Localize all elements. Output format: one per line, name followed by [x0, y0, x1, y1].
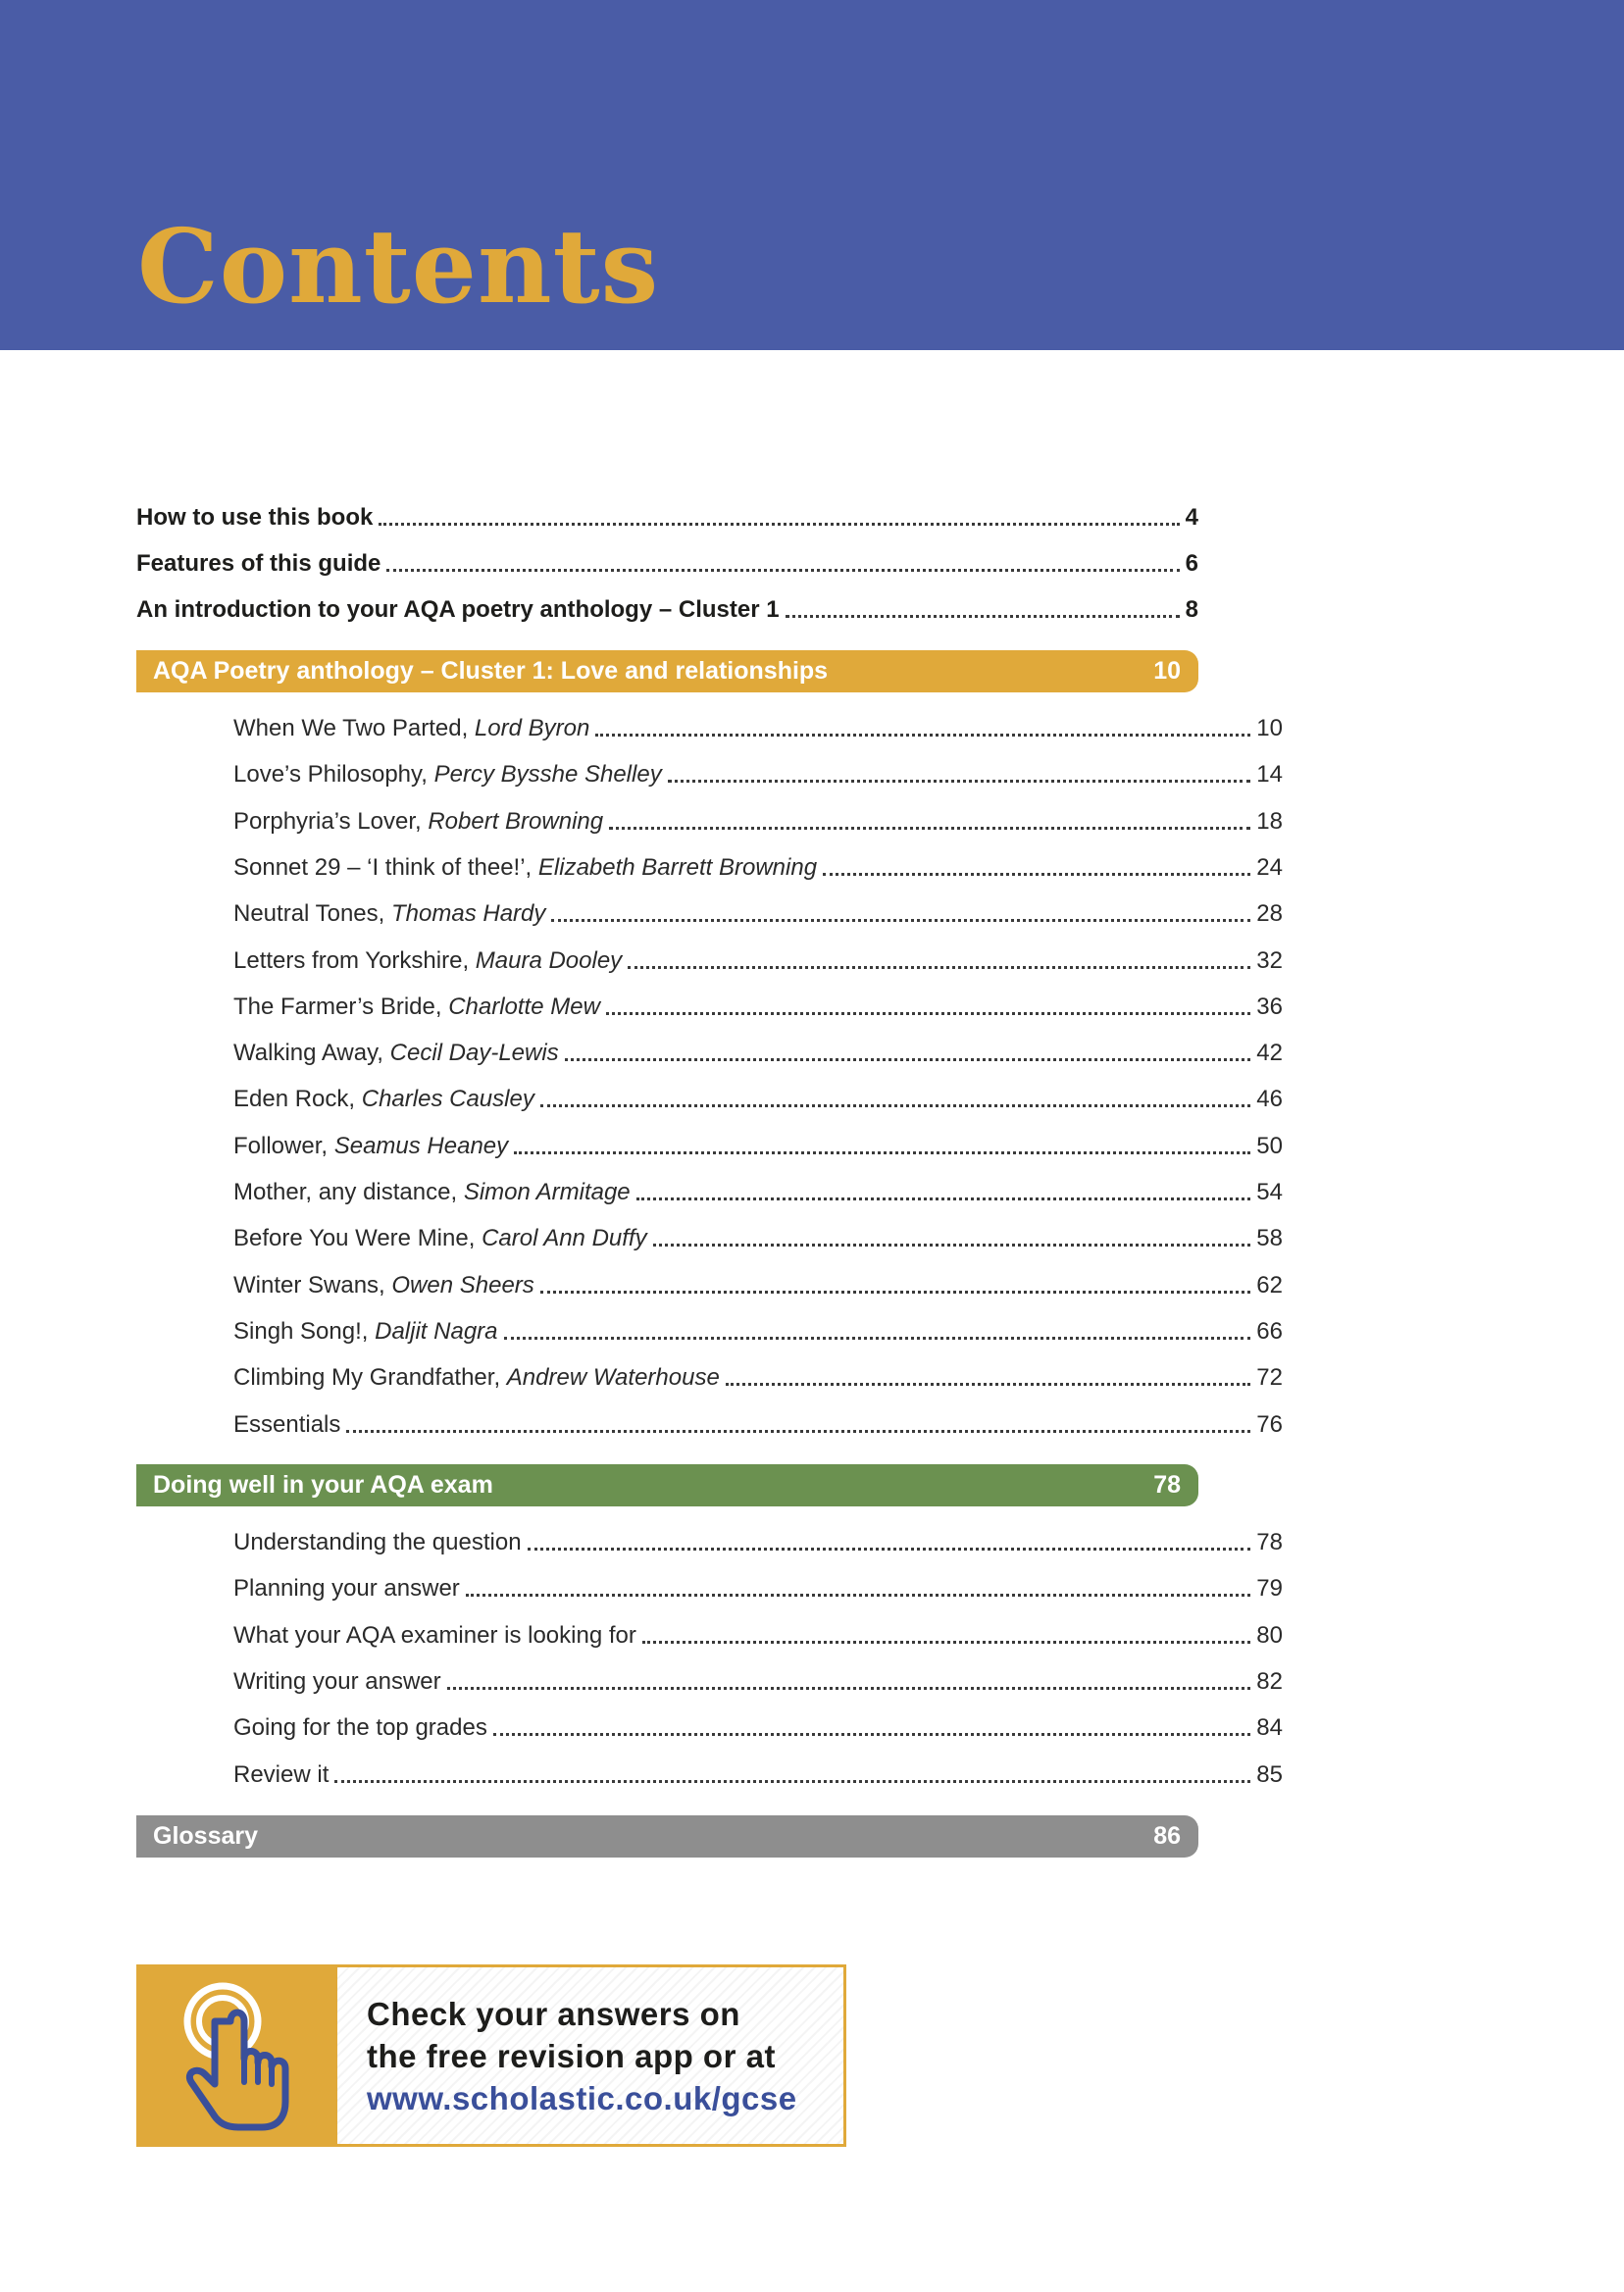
toc-subentry[interactable]	[233, 983, 1283, 1022]
dot-leader	[379, 523, 1179, 526]
toc-subentry[interactable]	[233, 1611, 1283, 1651]
section-band-glossary[interactable]	[136, 1815, 1198, 1858]
entry-title: Going for the top grades	[233, 1714, 487, 1742]
toc-entry-how-to-use[interactable]: How to use this book 4	[136, 504, 1198, 531]
entry-page: 72	[1256, 1364, 1283, 1392]
entry-author: Robert Browning	[428, 807, 604, 835]
dot-leader	[653, 1244, 1251, 1247]
entry-label	[233, 1410, 340, 1440]
section-title: AQA Poetry anthology – Cluster 1: Love and relationships	[153, 657, 829, 685]
entry-page: 18	[1256, 807, 1283, 835]
entry-label	[233, 1621, 636, 1651]
entry-title: Letters from Yorkshire	[233, 946, 463, 974]
section-page: 10	[1153, 657, 1181, 685]
entry-label	[233, 1760, 329, 1790]
toc-subentry[interactable]	[233, 937, 1283, 976]
section-band-exam[interactable]	[136, 1464, 1198, 1506]
entry-page: 46	[1256, 1086, 1283, 1113]
entry-title: Porphyria’s Lover	[233, 807, 415, 835]
entry-page: 54	[1256, 1179, 1283, 1205]
toc-subentry[interactable]	[233, 1564, 1283, 1604]
entry-title: Climbing My Grandfather	[233, 1364, 494, 1392]
dot-leader	[786, 615, 1180, 618]
dot-leader	[466, 1594, 1250, 1597]
entry-page: 76	[1256, 1410, 1283, 1438]
entry-author: Owen Sheers	[391, 1271, 534, 1299]
dot-leader	[540, 1104, 1250, 1107]
dot-leader	[551, 919, 1250, 922]
entry-page: 36	[1256, 993, 1283, 1020]
entry-label: Neutral Tones, Thomas Hardy	[233, 900, 546, 928]
entry-author: Carol Ann Duffy	[482, 1225, 647, 1252]
entry-page: 62	[1256, 1271, 1283, 1299]
dot-leader	[726, 1383, 1250, 1386]
dot-leader	[493, 1733, 1250, 1736]
toc-subentry[interactable]	[233, 750, 1283, 789]
entry-page: 78	[1256, 1529, 1283, 1555]
entry-page: 84	[1256, 1714, 1283, 1742]
entry-label: Porphyria’s Lover, Robert Browning	[233, 807, 604, 835]
entry-page: 58	[1256, 1225, 1283, 1252]
entry-label: Love’s Philosophy, Percy Bysshe Shelley	[233, 761, 662, 789]
entry-author: Simon Armitage	[463, 1179, 631, 1205]
dot-leader	[334, 1780, 1250, 1783]
entry-label	[233, 1528, 522, 1557]
entry-label: Follower, Seamus Heaney	[233, 1132, 509, 1159]
entry-page: 14	[1256, 761, 1283, 789]
dot-leader	[540, 1291, 1251, 1294]
dot-leader	[636, 1197, 1251, 1200]
entry-page: 79	[1256, 1575, 1283, 1603]
dot-leader	[386, 569, 1179, 572]
toc-subentry[interactable]	[233, 1704, 1283, 1743]
page-title: Contents	[137, 206, 660, 327]
dot-leader	[595, 734, 1250, 737]
dot-leader	[565, 1058, 1251, 1061]
toc-subentry[interactable]	[233, 704, 1283, 743]
toc-subentry[interactable]	[233, 1518, 1283, 1557]
entry-page: 28	[1256, 900, 1283, 928]
entry-title: The Farmer’s Bride	[233, 993, 435, 1020]
toc-entry-features[interactable]: Features of this guide 6	[136, 550, 1198, 577]
entry-author: Andrew Waterhouse	[506, 1364, 720, 1392]
dot-leader	[642, 1641, 1250, 1644]
entry-title: Eden Rock	[233, 1086, 349, 1113]
entry-author: Cecil Day-Lewis	[389, 1040, 559, 1067]
header-banner	[0, 0, 1624, 350]
dot-leader	[823, 873, 1250, 876]
entry-title: Planning your answer	[233, 1575, 460, 1603]
entry-page: 24	[1256, 853, 1283, 881]
toc-subentry[interactable]	[233, 1353, 1283, 1393]
entry-page: 42	[1256, 1040, 1283, 1067]
section-title: Doing well in your AQA exam	[153, 1471, 493, 1499]
entry-title: Follower	[233, 1132, 322, 1159]
entry-title: Before You Were Mine	[233, 1225, 469, 1252]
dot-leader	[606, 1012, 1250, 1015]
entry-title: When We Two Parted	[233, 715, 462, 741]
toc-entry-introduction[interactable]: An introduction to your AQA poetry anthology – Cluster 1 8	[136, 596, 1198, 623]
entry-title: Neutral Tones	[233, 900, 379, 928]
entry-title: Essentials	[233, 1410, 341, 1438]
entry-author: Charlotte Mew	[448, 993, 600, 1020]
entry-title: Understanding the question	[233, 1529, 522, 1555]
entry-author: Seamus Heaney	[333, 1132, 509, 1159]
callout-url-link[interactable]: www.scholastic.co.uk/gcse	[367, 2080, 797, 2116]
dot-leader	[528, 1548, 1251, 1551]
entry-author: Percy Bysshe Shelley	[433, 761, 662, 789]
entry-title: Walking Away	[233, 1040, 378, 1067]
entry-author: Charles Causley	[361, 1086, 534, 1113]
entry-label: Singh Song!, Daljit Nagra	[233, 1317, 498, 1345]
entry-label: Mother, any distance, Simon Armitage	[233, 1179, 631, 1205]
callout-text	[367, 1993, 797, 2119]
entry-page: 50	[1256, 1132, 1283, 1159]
dot-leader	[504, 1337, 1251, 1340]
dot-leader	[514, 1151, 1250, 1154]
section-page: 78	[1153, 1471, 1181, 1499]
dot-leader	[668, 780, 1251, 783]
entry-label: Sonnet 29 – ‘I think of thee!’, Elizabeth Barrett Browning	[233, 853, 818, 881]
entry-label	[233, 1667, 441, 1697]
entry-label: Climbing My Grandfather, Andrew Waterhouse	[233, 1364, 720, 1392]
dot-leader	[628, 966, 1250, 969]
section-band-love-relationships[interactable]	[136, 650, 1198, 692]
entry-label: Before You Were Mine, Carol Ann Duffy	[233, 1225, 647, 1252]
toc-subentry[interactable]	[233, 1657, 1283, 1697]
entry-author: Lord Byron	[474, 715, 590, 741]
toc-subentry[interactable]	[233, 1307, 1283, 1347]
entry-page: 80	[1256, 1621, 1283, 1649]
entry-label: Walking Away, Cecil Day-Lewis	[233, 1040, 559, 1067]
tap-finger-icon	[136, 1964, 337, 2147]
toc-subentry[interactable]	[233, 1401, 1283, 1440]
entry-author: Daljit Nagra	[375, 1317, 498, 1345]
toc-subentry[interactable]	[233, 1122, 1283, 1161]
revision-app-callout	[136, 1964, 846, 2147]
entry-title: Winter Swans	[233, 1271, 380, 1299]
toc-subentry[interactable]	[233, 1751, 1283, 1790]
entry-label: Eden Rock, Charles Causley	[233, 1086, 534, 1113]
entry-page: 32	[1256, 946, 1283, 974]
entry-label	[233, 1713, 487, 1743]
entry-label: The Farmer’s Bride, Charlotte Mew	[233, 993, 600, 1020]
entry-label: Letters from Yorkshire, Maura Dooley	[233, 946, 623, 974]
section-title: Glossary	[153, 1822, 259, 1850]
toc-subentry[interactable]	[233, 1075, 1283, 1114]
callout-icon-panel	[136, 1964, 337, 2147]
entry-label: When We Two Parted, Lord Byron	[233, 715, 590, 741]
entry-author: Thomas Hardy	[391, 900, 546, 928]
entry-page: 66	[1256, 1317, 1283, 1345]
entry-title: Sonnet 29 – ‘I think of thee!’	[233, 853, 526, 881]
toc-subentry[interactable]	[233, 1029, 1283, 1068]
entry-page: 85	[1256, 1760, 1283, 1788]
toc-subentry[interactable]	[233, 1168, 1283, 1207]
toc-subentry[interactable]	[233, 843, 1283, 883]
entry-label	[233, 1574, 460, 1604]
section-page: 86	[1153, 1822, 1181, 1850]
entry-label: Winter Swans, Owen Sheers	[233, 1271, 534, 1299]
entry-page: 10	[1256, 715, 1283, 741]
dot-leader	[346, 1430, 1250, 1433]
toc-subentry[interactable]	[233, 1261, 1283, 1300]
entry-title: What your AQA examiner is looking for	[233, 1621, 636, 1649]
entry-title: Mother, any distance	[233, 1179, 451, 1205]
toc-subentry[interactable]	[233, 1214, 1283, 1253]
entry-page: 82	[1256, 1667, 1283, 1695]
dot-leader	[447, 1687, 1251, 1690]
entry-title: Singh Song!	[233, 1317, 362, 1345]
entry-title: Love’s Philosophy	[233, 761, 422, 789]
entry-author: Elizabeth Barrett Browning	[537, 853, 818, 881]
callout-line-2: the free revision app or at	[367, 2038, 776, 2074]
toc-subentry[interactable]	[233, 890, 1283, 929]
dot-leader	[609, 827, 1250, 830]
entry-author: Maura Dooley	[475, 946, 623, 974]
callout-line-1: Check your answers on	[367, 1996, 740, 2032]
toc-subentry[interactable]	[233, 797, 1283, 837]
entry-title: Writing your answer	[233, 1667, 441, 1695]
entry-title: Review it	[233, 1760, 330, 1788]
